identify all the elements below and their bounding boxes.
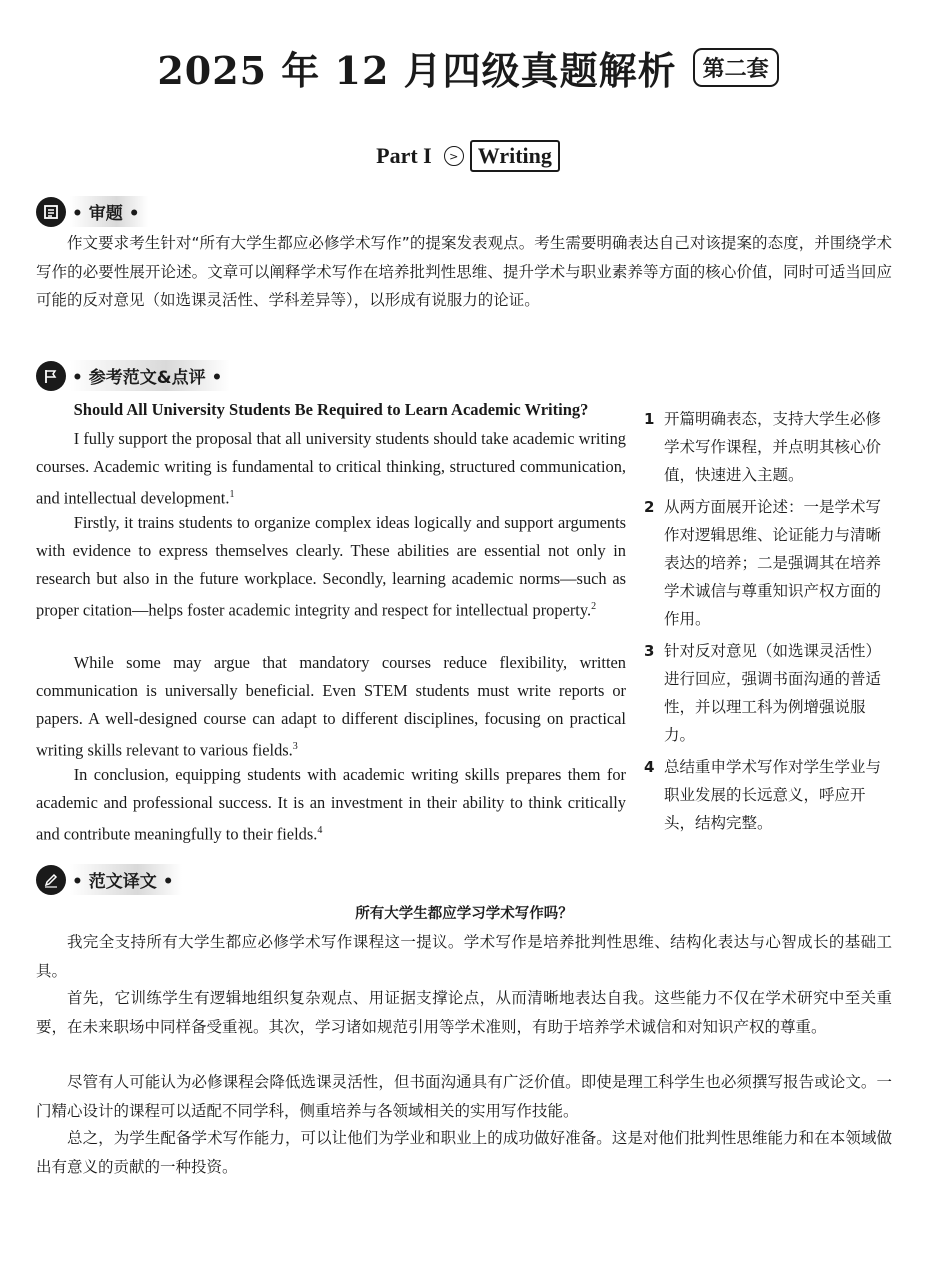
- section-header-translation: [36, 864, 182, 895]
- footnote-ref: 1: [229, 489, 235, 500]
- part-header: [0, 140, 936, 172]
- comments-column: [644, 405, 896, 841]
- essay-title: Should All University Students Be Required to Learn Academic Writing?: [73, 400, 589, 419]
- footnote-ref: 4: [317, 825, 323, 836]
- comment-text: 总结重申学术写作对学生学业与职业发展的长远意义，呼应开头，结构完整。: [664, 758, 882, 832]
- translation-paragraph: 首先，它训练学生有逻辑地组织复杂观点、用证据支撑论点，从而清晰地表达自我。这些能力不仅在学术研究中至关重要，在未来职场中同样备受重视。其次，学习诸如规范引用等学术准则，有助于培养学术诚信和对知识产权的尊重。: [36, 989, 892, 1036]
- comment-item: [644, 493, 896, 633]
- translation-paragraph: 我完全支持所有大学生都应必修学术写作课程这一提议。学术写作是培养批判性思维、结构化表达与心智成长的基础工具。: [36, 933, 892, 980]
- comment-number: 3: [644, 642, 655, 660]
- comment-item: [644, 753, 896, 837]
- pen-icon: [36, 865, 66, 895]
- comment-number: 1: [644, 410, 655, 428]
- essay-paragraph: Firstly, it trains students to organize complex ideas logically and support arguments with evidence to express themselves clearly. These abilities are essential not only in research but also in the future workplace. Secondly, learning academic norms—such as proper citation—helps foster academic integrity and respect for intellectual property.$^2$: [36, 513, 626, 620]
- footnote-ref: 2: [591, 601, 597, 612]
- arrow-right-icon: >: [444, 146, 464, 166]
- footnote-ref: 3: [292, 741, 298, 752]
- flag-icon: [36, 361, 66, 391]
- section-header-sample: [36, 360, 230, 391]
- section-label: • 范文译文 •: [70, 864, 182, 895]
- review-text: 作文要求考生针对“所有大学生都应必修学术写作”的提案发表观点。考生需要明确表达自己对该提案的态度，并围绕学术写作的必要性展开论述。文章可以阐释学术写作在培养批判性思维、提升学术与职业素养等方面的核心价值，同时可适当回应可能的反对意见（如选课灵活性、学科差异等），以形成有说服力的论证。: [36, 234, 892, 309]
- comment-item: [644, 637, 896, 749]
- comment-text: 开篇明确表态，支持大学生必修学术写作课程，并点明其核心价值，快速进入主题。: [664, 410, 882, 484]
- translation-paragraph: 总之，为学生配备学术写作能力，可以让他们为学业和职业上的成功做好准备。这是对他们批判性思维能力和在本领域做出有意义的贡献的一种投资。: [36, 1129, 892, 1176]
- comment-text: 从两方面展开论述：一是学术写作对逻辑思维、论证能力与清晰表达的培养；二是强调其在培养学术诚信与尊重知识产权方面的作用。: [664, 498, 882, 628]
- comment-number: 2: [644, 498, 655, 516]
- comment-item: [644, 405, 896, 489]
- title-row: [0, 40, 936, 95]
- page-title: 2025 年 12 月四级真题解析: [157, 48, 677, 93]
- essay-paragraph: In conclusion, equipping students with academic writing skills prepares them for academic and professional success. It is an investment in their ability to think critically and contribute meaningfully to their fields.$^4$: [36, 765, 626, 844]
- section-label: • 参考范文&点评 •: [70, 360, 230, 391]
- translation-title: 所有大学生都应学习学术写作吗？: [355, 906, 573, 922]
- set-badge: 第二套: [693, 48, 779, 87]
- part-name: Writing: [470, 140, 560, 172]
- section-label: • 审题 •: [70, 196, 148, 227]
- comment-text: 针对反对意见（如选课灵活性）进行回应，强调书面沟通的普适性，并以理工科为例增强说服力。: [664, 642, 882, 744]
- translation-paragraph: 尽管有人可能认为必修课程会降低选课灵活性，但书面沟通具有广泛价值。即使是理工科学生也必须撰写报告或论文。一门精心设计的课程可以适配不同学科，侧重培养与各领域相关的实用写作技能。: [36, 1073, 892, 1120]
- document-icon: [36, 197, 66, 227]
- part-label: Part I: [376, 143, 432, 168]
- comment-number: 4: [644, 758, 655, 776]
- section-header-review: [36, 196, 148, 227]
- essay-paragraph: I fully support the proposal that all university students should take academic writing courses. Academic writing is fundamental to critical thinking, structured communication, and intellectual development.$^1$: [36, 429, 626, 508]
- essay-paragraph: While some may argue that mandatory courses reduce flexibility, written communication is universally beneficial. Even STEM students must write reports or papers. A well-designed course can adapt to different disciplines, focusing on practical writing skills relevant to various fields.$^3$: [36, 653, 626, 760]
